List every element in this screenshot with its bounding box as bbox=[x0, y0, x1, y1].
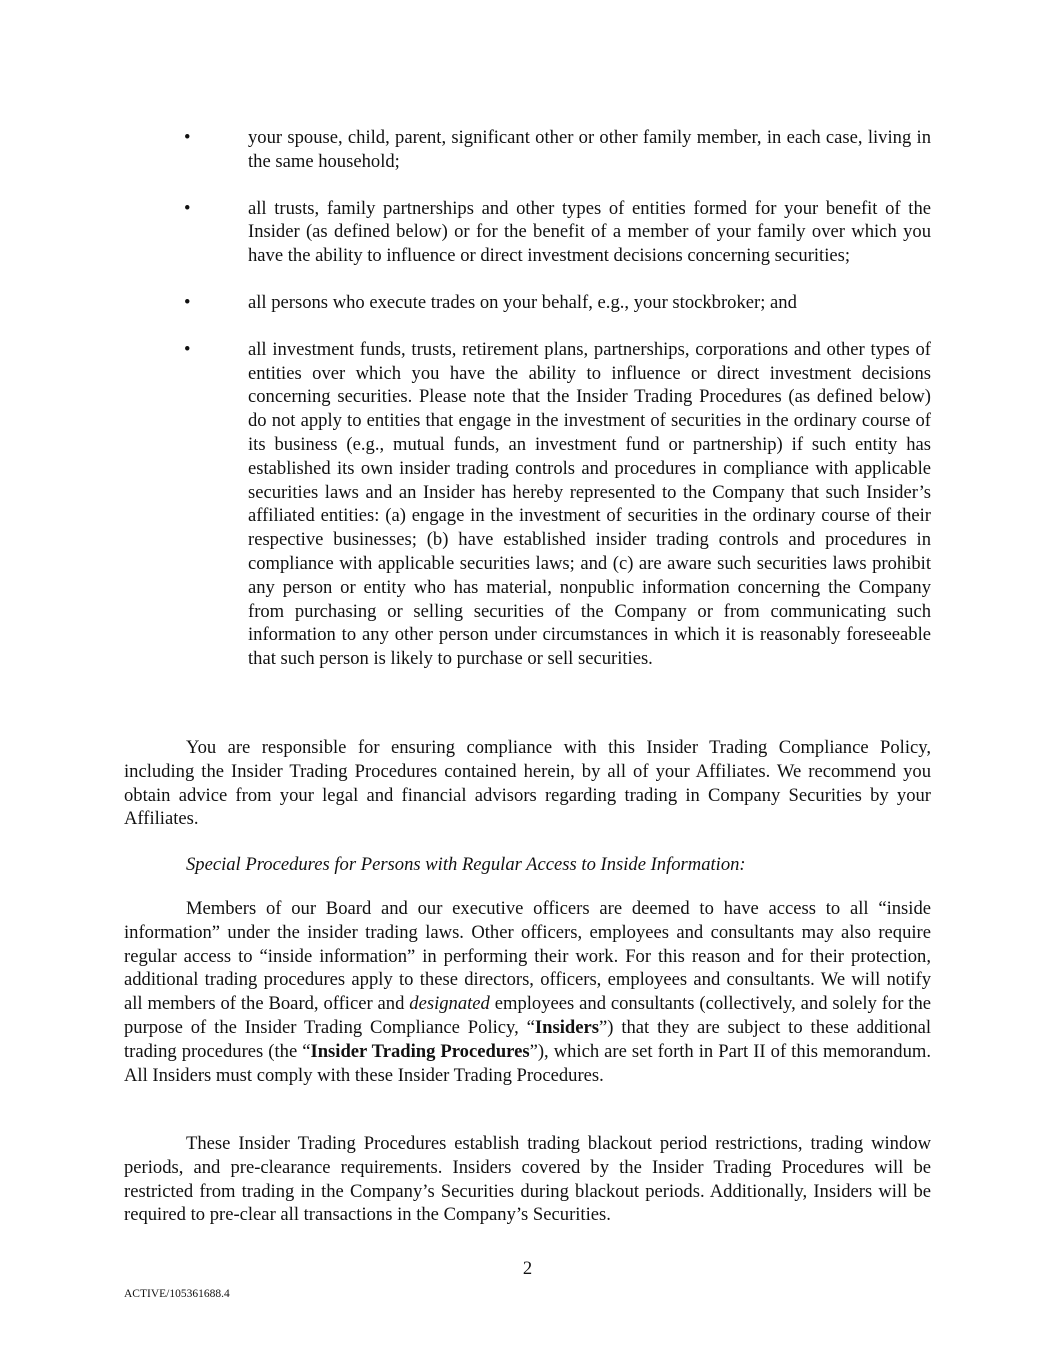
bullet-icon: • bbox=[184, 291, 191, 313]
insiders-defined-term: Insiders bbox=[534, 1016, 599, 1038]
bullet-text: all trusts, family partnerships and other types of entities formed for your benefit of the Insider (as defined below) or for the benefit of a member of your family over which you have the ability to influence or direct investment decisions concerning securities; bbox=[248, 197, 931, 267]
bullet-text: all investment funds, trusts, retirement plans, partnerships, corporations and other types of entities over which you have the ability to influence or direct investment decisions concerning securities. Please note that the Insider Trading Procedures (as defined below) do not apply to entities that engage in the investment of securities in the ordinary course of its business (e.g., mutual funds, an investment fund or partnership) if such entity has established its own insider trading controls and procedures in compliance with applicable securities laws and an Insider has hereby represented to the Company that such Insider’s affiliated entities: (a) engage in the investment of securities in the ordinary course of their respective businesses; (b) have established insider trading controls and procedures in compliance with applicable securities laws; and (c) are aware such securities laws prohibit any person or entity who has material, nonpublic information concerning the Company from purchasing or selling securities of the Company or from communicating such information to any other person under circumstances in which it is reasonably foreseeable that such person is likely to purchase or sell securities. bbox=[248, 338, 931, 670]
insiders-paragraph: Members of our Board and our executive officers are deemed to have access to all “inside information” under the insider trading laws. Other officers, employees and consultants may also require regular access to “inside information” in performing their work. For this reason and for their protection, additional trading procedures apply to these directors, officers, employees and consultants. We will notify all members of the Board, officer and designated employees and consultants (collectively, and solely for the purpose of the Insider Trading Compliance Policy, “Insiders”) that they are subject to these additional trading procedures (the “Insider Trading Procedures”), which are set forth in Part II of this memorandum. All Insiders must comply with these Insider Trading Procedures. bbox=[124, 898, 931, 1086]
list-item bbox=[124, 197, 931, 268]
bullet-icon: • bbox=[184, 197, 191, 219]
affiliates-bullet-list bbox=[124, 126, 931, 694]
bullet-icon: • bbox=[184, 338, 191, 360]
bullet-text: all persons who execute trades on your behalf, e.g., your stockbroker; and bbox=[248, 291, 797, 313]
list-item bbox=[124, 291, 931, 315]
procedures-defined-term: Insider Trading Procedures bbox=[310, 1040, 530, 1062]
list-item bbox=[124, 338, 931, 671]
page-number: 2 bbox=[522, 1258, 533, 1279]
bullet-text: your spouse, child, parent, significant other or other family member, in each case, living in the same household; bbox=[248, 127, 931, 172]
affiliates-responsibility-paragraph: You are responsible for ensuring compliance with this Insider Trading Compliance Policy, including the Insider Trading Procedures contained herein, by all of your Affiliates. We recommend you obtain advice from your legal and financial advisors regarding trading in Company Securities by your Affiliates. bbox=[124, 737, 931, 830]
blackout-paragraph: These Insider Trading Procedures establish trading blackout period restrictions, trading window periods, and pre-clearance requirements. Insiders covered by the Insider Trading Procedures will be restricted from trading in the Company’s Securities during blackout periods. Additionally, Insiders will be required to pre-clear all transactions in the Company’s Securities. bbox=[124, 1133, 931, 1226]
designated-emphasis: designated bbox=[409, 993, 490, 1015]
special-procedures-heading: Special Procedures for Persons with Regular Access to Inside Information: bbox=[186, 854, 746, 875]
document-id: ACTIVE/105361688.4 bbox=[124, 1288, 230, 1300]
bullet-icon: • bbox=[184, 127, 191, 148]
list-item bbox=[124, 126, 931, 174]
